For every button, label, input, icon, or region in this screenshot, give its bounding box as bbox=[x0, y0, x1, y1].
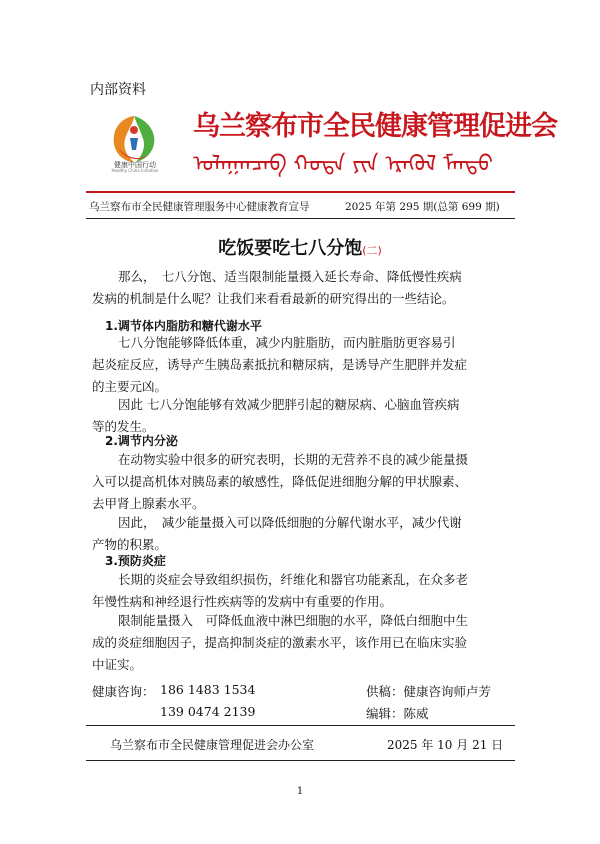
footer-divider-bottom bbox=[86, 760, 515, 761]
article-title-main: 吃饭要吃七八分饱 bbox=[218, 238, 363, 259]
text-line: 年慢性病和神经退行性疾病等的发病中有重要的作用。 bbox=[92, 594, 393, 609]
logo-caption: 健康中国行动 bbox=[114, 161, 156, 169]
text-line: 中证实。 bbox=[92, 657, 143, 672]
contact-phone-1: 186 1483 1534 bbox=[160, 682, 256, 697]
author-name: 健康咨询师卢芳 bbox=[403, 684, 492, 699]
text-line: 限制能量摄入 可降低血液中淋巴细胞的水平，降低白细胞中生 bbox=[118, 613, 469, 628]
text-line: 因此， 减少能量摄入可以降低细胞的分解代谢水平，减少代谢 bbox=[118, 515, 462, 530]
text-line: 的主要元凶。 bbox=[92, 379, 168, 394]
organization-title: 乌兰察布市全民健康管理促进会 bbox=[193, 111, 557, 142]
footer-office: 乌兰察布市全民健康管理促进会办公室 bbox=[110, 738, 315, 752]
text-line: 等的发生。 bbox=[92, 419, 155, 434]
mongolian-script-text: ᠣᠯᠠᠭᠠᠨᠴᠠᠪ ᠬᠣᠲᠠ ᠶᠢᠨ ᠡᠷᠡᠭᠦᠯ ᠮᠡᠨᠳᠦ bbox=[193, 152, 493, 177]
header-divider-red bbox=[86, 191, 515, 193]
contact-phone-2: 139 0474 2139 bbox=[160, 704, 256, 719]
article-title bbox=[0, 234, 600, 260]
section-1-paragraph-1 bbox=[92, 332, 512, 398]
text-line: 在动物实验中很多的研究表明，长期的无营养不良的减少能量摄 bbox=[118, 452, 469, 467]
text-line: 入可以提高机体对胰岛素的敏感性，降低促进细胞分解的甲状腺素、 bbox=[92, 474, 468, 489]
text-line: 发病的机制是什么呢？让我们来看看最新的研究得出的一些结论。 bbox=[92, 291, 455, 306]
text-line: 因此 七八分饱能够有效减少肥胖引起的糖尿病、心脑血管疾病 bbox=[118, 397, 460, 412]
text-line: 成的炎症细胞因子，提高抑制炎症的激素水平，该作用已在临床实验 bbox=[92, 635, 468, 650]
text-line: 产物的积累。 bbox=[92, 537, 168, 552]
intro-paragraph bbox=[92, 266, 512, 310]
text-line: 长期的炎症会导致组织损伤，纤维化和器官功能紊乱，在众多老 bbox=[118, 572, 469, 587]
issue-number: 2025 年第 295 期(总第 699 期) bbox=[345, 201, 500, 213]
footer-date: 2025 年 10 月 21 日 bbox=[387, 738, 504, 752]
editor-credit bbox=[366, 704, 429, 722]
text-line: 去甲肾上腺素水平。 bbox=[92, 496, 205, 511]
text-line: 起炎症反应，诱导产生胰岛素抵抗和糖尿病，是诱导产生肥胖并发症 bbox=[92, 357, 468, 372]
section-heading-1: 1.调节体内脂肪和糖代谢水平 bbox=[105, 319, 262, 333]
page-number: 1 bbox=[296, 786, 304, 797]
author-credit bbox=[366, 682, 491, 700]
meta-divider bbox=[86, 218, 515, 219]
editor-name: 陈威 bbox=[403, 706, 429, 721]
footer-divider-top bbox=[86, 725, 515, 726]
text-line: 七八分饱能够降低体重，减少内脏脂肪，而内脏脂肪更容易引 bbox=[118, 335, 456, 350]
author-label: 供稿： bbox=[366, 684, 404, 699]
section-2-paragraph-1 bbox=[92, 449, 512, 515]
editor-label: 编辑： bbox=[366, 706, 404, 721]
section-heading-2: 2.调节内分泌 bbox=[105, 434, 178, 448]
mongolian-script-title bbox=[193, 141, 493, 186]
section-3-paragraph-1 bbox=[92, 569, 512, 613]
text-line: 那么， 七八分饱、适当限制能量摄入延长寿命、降低慢性疾病 bbox=[118, 269, 462, 284]
logo-caption-en: Healthy China Initiative bbox=[111, 168, 159, 173]
contact-label: 健康咨询： bbox=[92, 684, 155, 699]
internal-label: 内部资料 bbox=[90, 82, 146, 98]
section-2-paragraph-2 bbox=[92, 512, 512, 556]
publisher-line: 乌兰察布市全民健康管理服务中心健康教育宣导 bbox=[89, 201, 310, 213]
section-3-paragraph-2 bbox=[92, 610, 512, 676]
section-heading-3: 3.预防炎症 bbox=[105, 554, 166, 568]
article-title-suffix: (二) bbox=[362, 244, 382, 257]
